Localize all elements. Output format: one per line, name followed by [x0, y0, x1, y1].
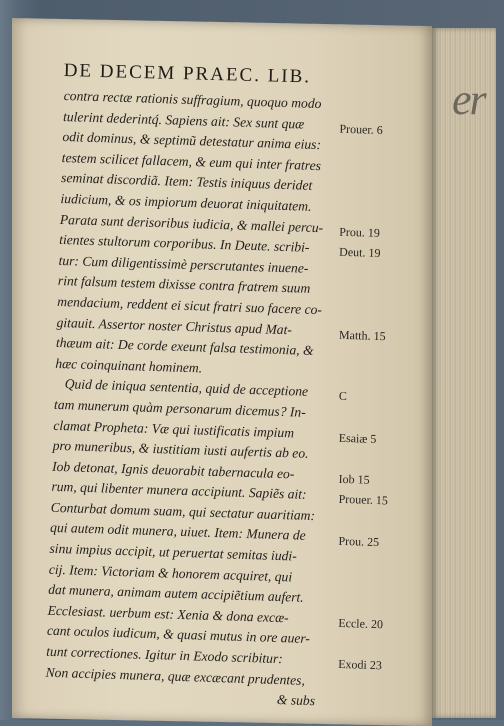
text-line: Non accipies munera, quæ excæcant prudentes,	[45, 664, 306, 688]
margin-note: Matth. 15	[338, 327, 386, 343]
text-line: seminat discordiã. Item: Testis iniquus deridet	[60, 170, 313, 194]
margin-note: Prouer. 15	[338, 492, 389, 508]
margin-note: Exodi 23	[338, 657, 383, 673]
running-header: DE DECEM PRAEC. LIB.	[63, 60, 312, 88]
margin-note: Esaiæ 5	[338, 430, 377, 446]
text-line: tunt correctiones. Igitur in Exodo scribitur:	[46, 643, 284, 667]
text-line: cij. Item: Victoriam & honorem acquiret, qui	[48, 561, 293, 585]
margin-note: Prouer. 6	[339, 121, 384, 137]
text-line: sinu impius accipit, ut peruertat semitas iudi-	[49, 540, 297, 564]
text-line: tur: Cum diligentissimè perscrutantes inuene-	[58, 252, 309, 276]
text-line: gitauit. Assertor noster Christus apud Mat-	[56, 314, 293, 337]
text-line: iudicium, & os impiorum deuorat iniquitatem.	[60, 190, 312, 214]
text-line: qui autem odit munera, uiuet. Item: Munera de	[49, 520, 306, 544]
text-line: dat munera, animam autem accipiẽtium aufert.	[48, 582, 304, 606]
text-line: & subs	[276, 692, 316, 709]
next-page-bleed-text: er	[452, 75, 485, 124]
text-line: Parata sunt derisoribus iudicia, & mallei percu-	[59, 211, 324, 235]
text-line: hæc coinquinant hominem.	[55, 355, 203, 376]
margin-note: C	[338, 389, 348, 404]
text-line: odit dominus, & septimũ detestatur anima eius:	[62, 129, 322, 153]
text-line: mendacium, reddent ei sicut fratri suo facere co-	[57, 293, 323, 318]
text-line: thæum ait: De corde exeunt falsa testimonia, &	[55, 335, 314, 359]
text-line: tulerint dederintq́. Sapiens ait: Sex sunt quæ	[62, 108, 305, 132]
margin-note: Iob 15	[338, 471, 370, 487]
text-line: pro muneribus, & iustitiam iusti aufertis ab eo.	[52, 437, 309, 461]
text-line: tam munerum quàm personarum dicemus? In-	[53, 396, 307, 420]
text-line: clamat Propheta: Væ qui iustificatis impium	[53, 417, 295, 440]
text-line: Ecclesiast. uerbum est: Xenia & dona excæ-	[47, 602, 289, 626]
text-line: rint falsum testem dixisse contra fratrem suum	[57, 273, 311, 297]
text-line: testem scilicet fallacem, & eum qui inter fratres	[61, 149, 322, 173]
text-line: Iob detonat, Ignis deuorabit tabernacula eo-	[51, 458, 295, 482]
margin-note: Eccle. 20	[338, 615, 384, 632]
margin-note: Deut. 19	[338, 244, 381, 261]
text-line: cant oculos iudicum, & quasi mutus in ore auer-	[46, 623, 311, 647]
body-text	[45, 88, 389, 714]
text-line: rum, qui libenter munera accipiunt. Sapiẽs ait:	[51, 479, 307, 503]
text-line: tientes stultorum corporibus. In Deute. scribi-	[59, 232, 310, 255]
text-line: contra rectæ rationis suffragium, quoquo modo	[63, 88, 322, 112]
text-line: Quid de iniqua sententia, quid de acceptione	[64, 376, 309, 400]
margin-note: Prou. 19	[339, 224, 381, 240]
text-line: Conturbat domum suam, qui sectatur auaritiam:	[50, 499, 316, 523]
margin-note: Prou. 25	[338, 533, 380, 549]
